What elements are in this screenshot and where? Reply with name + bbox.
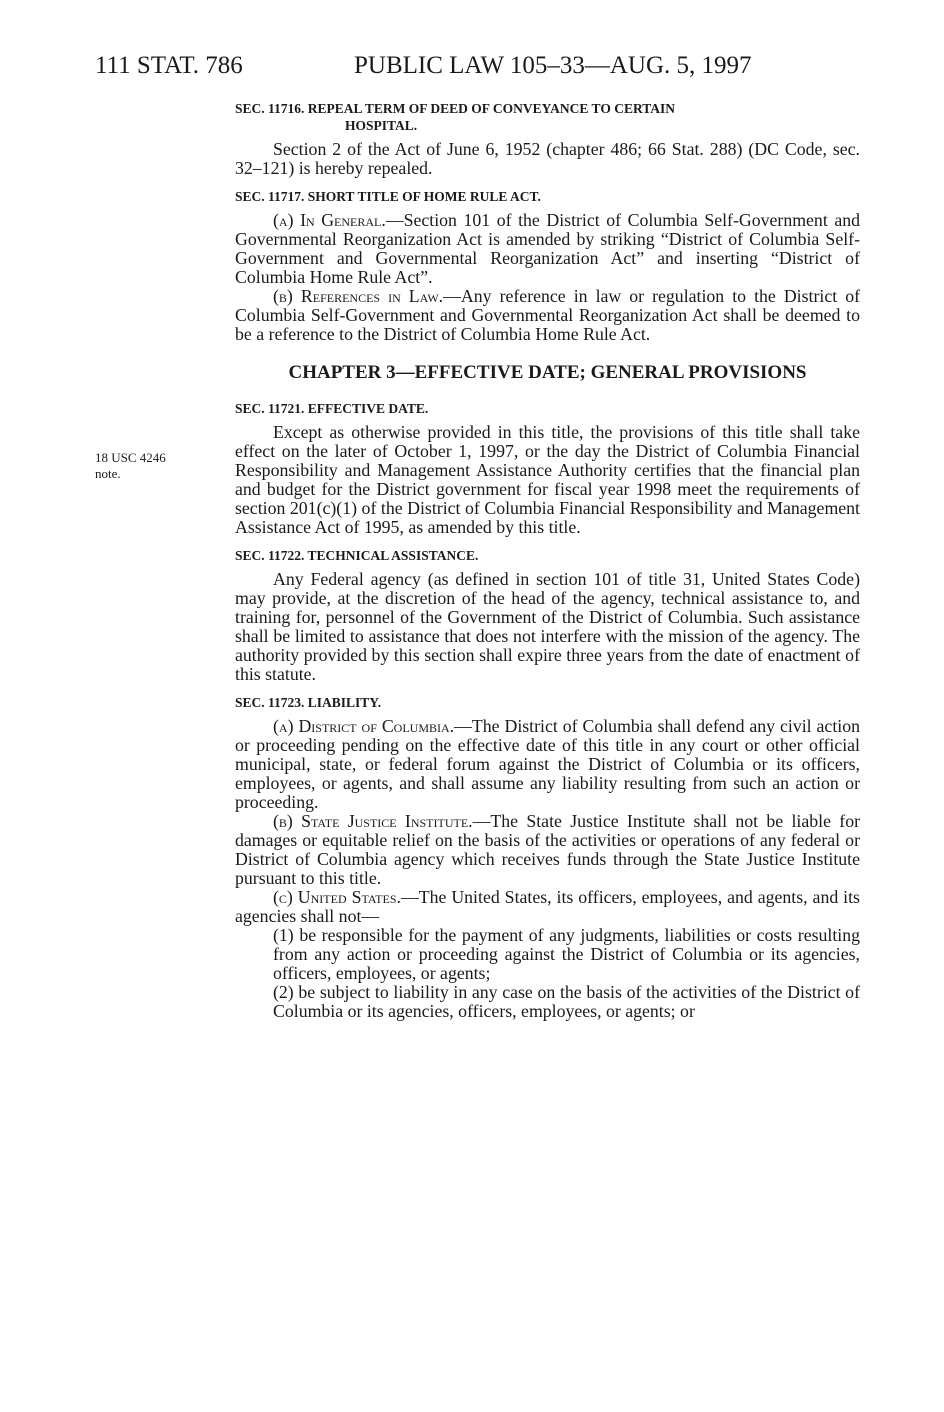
paragraph-b: [235, 287, 860, 344]
section-heading-11717: SEC. 11717. SHORT TITLE OF HOME RULE ACT.: [235, 189, 541, 204]
section-heading-11723: SEC. 11723. LIABILITY.: [235, 695, 382, 710]
list-item-1: (1) be responsible for the payment of any judgments, liabilities or costs resulting from any action or proceeding against the District of Columbia or its agencies, officers, employees, or agents;: [273, 925, 860, 983]
paragraph-text: —The District of Columbia shall defend any civil action or proceeding pending on the effective date of this title in any court or other official municipal, state, or federal forum against the District of Columbia or its officers, employees, or agents, and shall assume any liability resulting from such an action or proceeding.: [235, 716, 860, 812]
margin-note-label: note.: [95, 466, 121, 481]
paragraph-text: —Any reference in law or regulation to the District of Columbia Self-Government and Governmental Reorganization Act shall be deemed to be a reference to the District of Columbia Home Rule Act.: [235, 286, 860, 344]
running-head: PUBLIC LAW 105–33—AUG. 5, 1997: [354, 52, 752, 79]
section-heading-line: HOSPITAL.: [345, 118, 418, 133]
paragraph-label: (b) References in Law.: [273, 286, 444, 306]
chapter-heading: CHAPTER 3—EFFECTIVE DATE; GENERAL PROVISIONS: [288, 362, 807, 383]
list-item-2: (2) be subject to liability in any case on the basis of the activities of the District of Columbia or its agencies, officers, employees, or agents; or: [273, 982, 860, 1021]
section-body-11721: Except as otherwise provided in this title, the provisions of this title shall take effect on the later of October 1, 1997, or the day the District of Columbia Financial Responsibility and Management Assistance Authority certifies that the financial plan and budget for the District government for fiscal year 1998 meet the requirements of section 201(c)(1) of the District of Columbia Financial Responsibility and Management Assistance Act of 1995, as amended by this title.: [235, 422, 860, 537]
paragraph-label: (a) District of Columbia.: [273, 716, 455, 736]
paragraph-label: (c) United States.: [273, 887, 401, 907]
section-heading-11716: [235, 100, 860, 134]
margin-note: [95, 450, 215, 482]
margin-note-citation: 18 USC 4246: [95, 450, 166, 465]
paragraph-label: (a) In General.: [273, 210, 386, 230]
section-body-11722: Any Federal agency (as defined in section 101 of title 31, United States Code) may provide, at the discretion of the head of the agency, technical assistance to, and training for, personnel of the Government of the District of Columbia. Such assistance shall be limited to assistance that does not interfere with the mission of the agency. The authority provided by this section shall expire three years from the date of enactment of this statute.: [235, 569, 860, 684]
section-heading-line: SEC. 11716. REPEAL TERM OF DEED OF CONVEYANCE TO CERTAIN: [235, 101, 675, 116]
paragraph-a: [235, 211, 860, 287]
paragraph-c: [235, 888, 860, 926]
stat-reference: 111 STAT. 786: [95, 52, 243, 79]
section-heading-11722: SEC. 11722. TECHNICAL ASSISTANCE.: [235, 548, 479, 563]
paragraph-label: (b) State Justice Institute.: [273, 811, 473, 831]
paragraph-b: [235, 812, 860, 888]
main-column: [235, 96, 860, 1021]
section-heading-11721: SEC. 11721. EFFECTIVE DATE.: [235, 401, 429, 416]
paragraph-text: —Section 101 of the District of Columbia Self-Government and Governmental Reorganization Act is amended by striking “District of Columbia Self-Government and Governmental Reorganization Act” and inserting “District of Columbia Home Rule Act”.: [235, 210, 860, 287]
section-body-11716: Section 2 of the Act of June 6, 1952 (chapter 486; 66 Stat. 288) (DC Code, sec. 32–121) is hereby repealed.: [235, 139, 860, 178]
paragraph-text: —The State Justice Institute shall not be liable for damages or equitable relief on the basis of the activities or operations of any federal or District of Columbia agency which receives funds through the State Justice Institute pursuant to this title.: [235, 811, 861, 888]
paragraph-text: —The United States, its officers, employees, and agents, and its agencies shall not—: [235, 887, 860, 926]
paragraph-a: [235, 717, 860, 812]
